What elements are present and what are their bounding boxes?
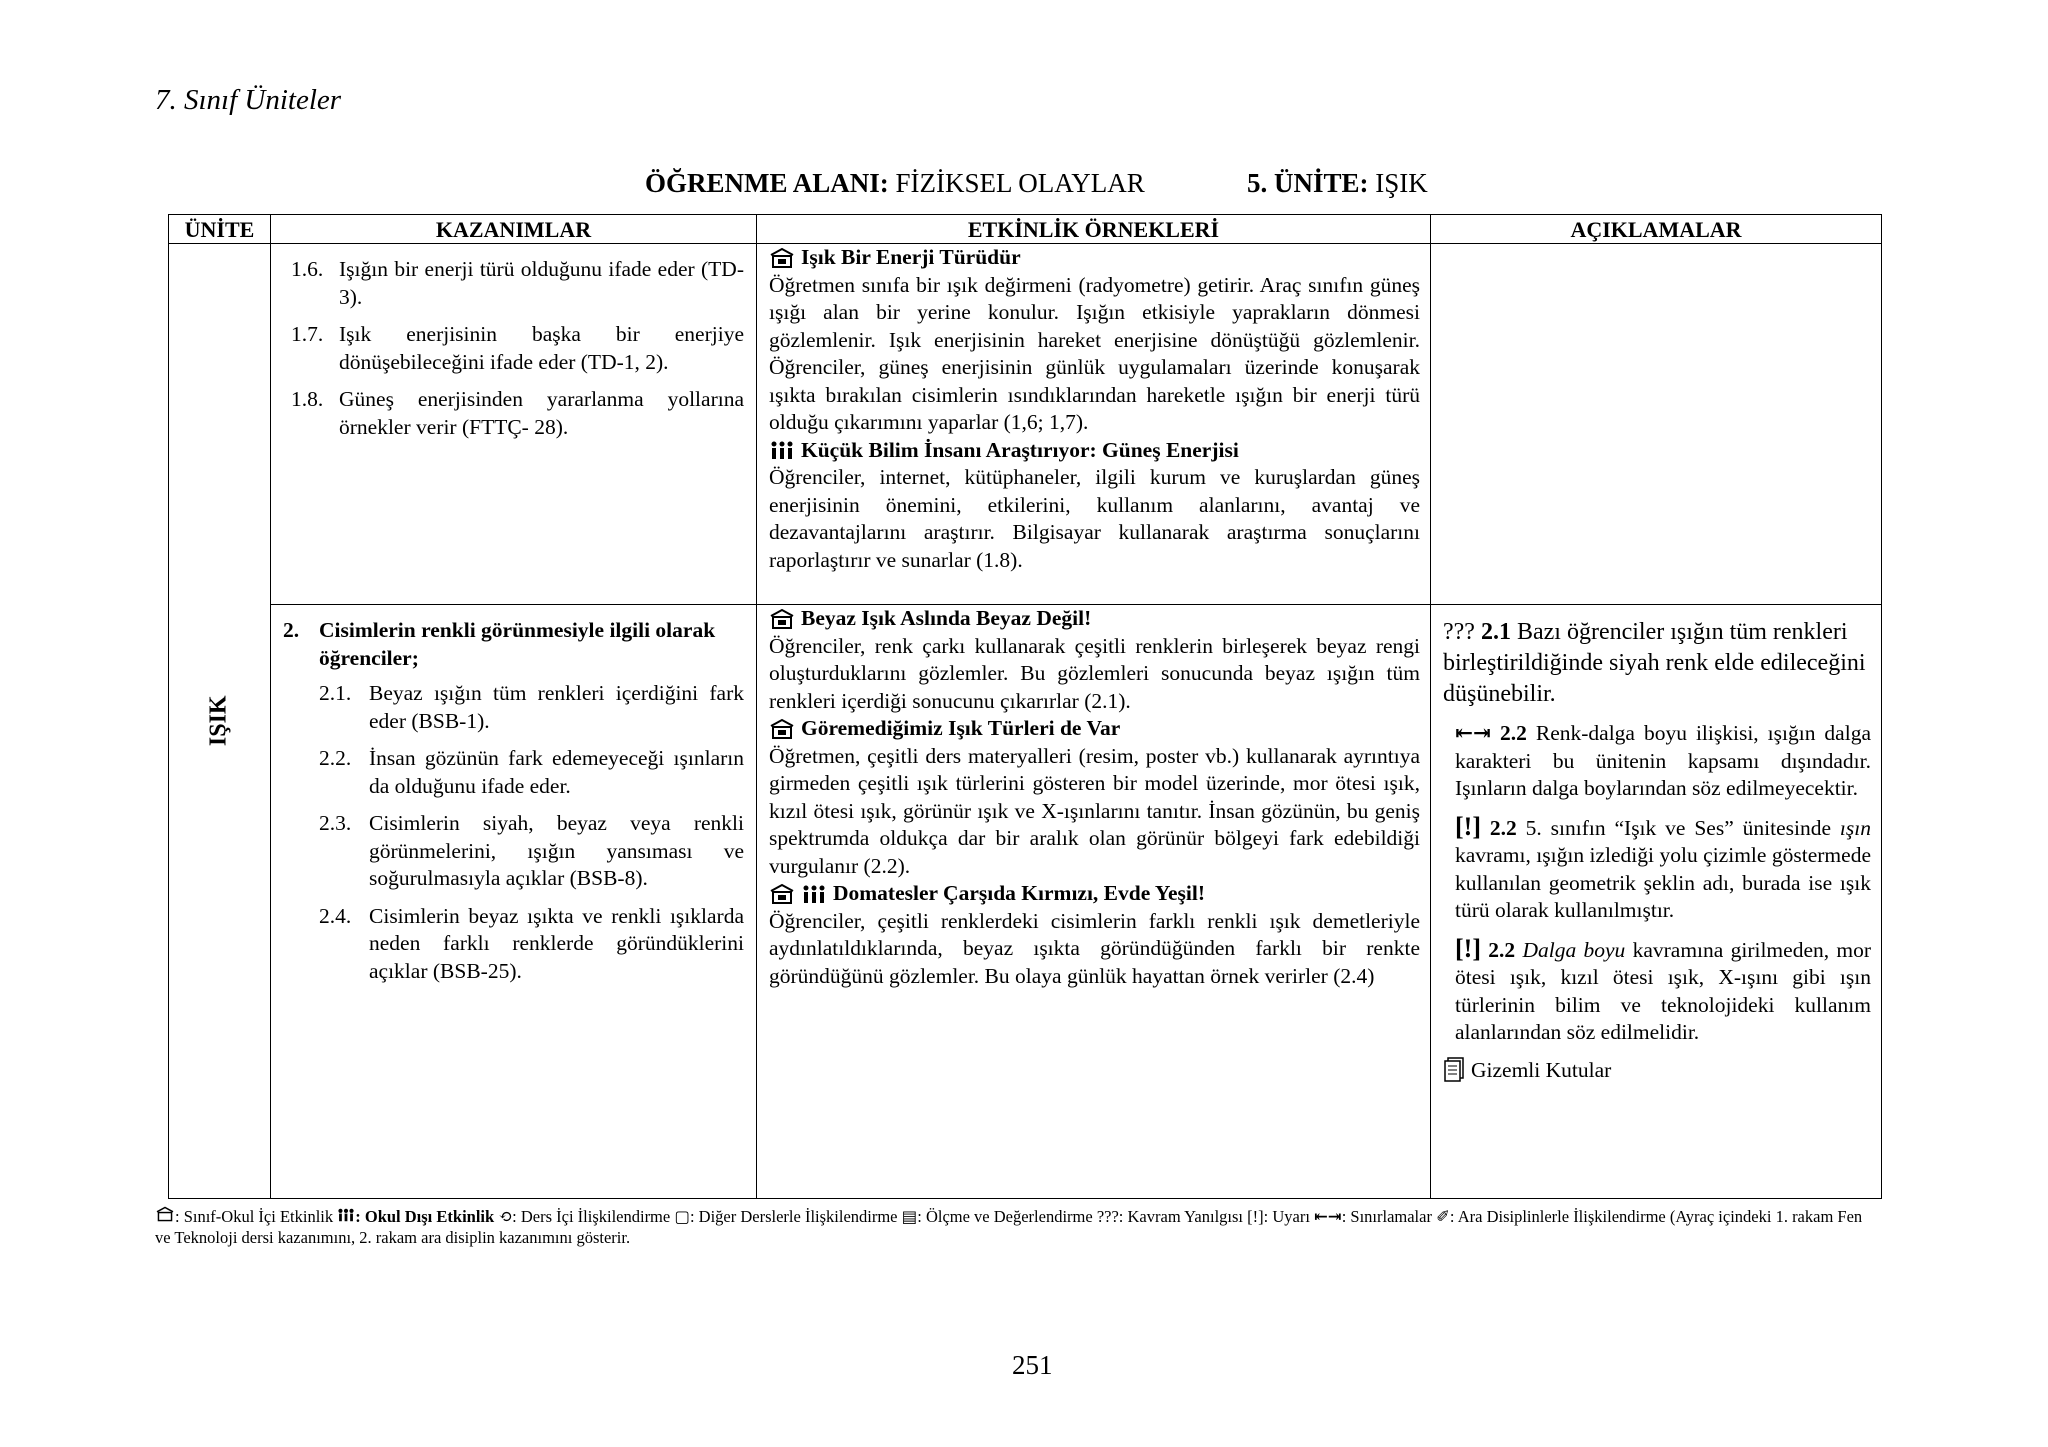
list-item	[283, 903, 744, 986]
kazanimlar-cell	[271, 244, 757, 605]
table-row	[169, 244, 1882, 605]
list-heading: 2. Cisimlerin renkli görünmesiyle ilgili olarak öğrenciler;	[283, 618, 716, 670]
activity-title: Beyaz Işık Aslında Beyaz Değil!	[769, 605, 1420, 633]
list-item	[283, 680, 744, 735]
outdoor-activity-icon	[337, 1208, 355, 1222]
item-text: Cisimlerin beyaz ışıkta ve renkli ışıklarda neden farklı renklerde göründüklerini açıklar (BSB-25).	[369, 903, 744, 983]
item-number: 1.7.	[291, 322, 324, 346]
legend-item: : Ölçme ve Değerlendirme	[917, 1207, 1093, 1226]
classroom-icon	[769, 883, 795, 905]
list-item	[283, 745, 744, 800]
warning-icon: [!]	[1455, 811, 1481, 841]
item-text: Cisimlerin siyah, beyaz veya renkli görünmelerini, ışığın yansıması ve soğurulmasıyla açıklar (BSB-8).	[369, 811, 744, 890]
item-text: Güneş enerjisinden yararlanma yollarına örnekler verir (FTTÇ- 28).	[339, 387, 744, 439]
classroom-icon	[769, 608, 795, 630]
activity-title: Domatesler Çarşıda Kırmızı, Evde Yeşil!	[769, 880, 1420, 908]
interdisciplinary-icon: ✐	[1436, 1207, 1450, 1226]
unit-cell	[169, 244, 271, 1199]
table-header-row	[169, 215, 1882, 244]
unit-name: IŞIK	[205, 695, 232, 747]
legend-item: : Ara Disiplinlerle İlişkilendirme (Ayraç içindeki 1. rakam Fen ve Teknoloji dersi kazanımını, 2. rakam ara disiplin kazanımını gösterir.	[155, 1207, 1863, 1247]
assessment-icon: ▤	[901, 1207, 918, 1226]
classroom-icon	[155, 1206, 175, 1222]
limitation-icon: ⇤⇥	[1314, 1207, 1342, 1226]
warning-icon: [!]	[1455, 933, 1481, 963]
curriculum-table	[168, 214, 1882, 1199]
area-label: ÖĞRENME ALANI:	[645, 168, 889, 198]
item-text: İnsan gözünün fark edemeyeceği ışınların da olduğunu ifade eder.	[369, 746, 744, 798]
item-number: 1.8.	[291, 387, 324, 411]
activity-text: Öğretmen sınıfa bir ışık değirmeni (radyometre) getirir. Araç sınıfın güneş ışığı alan bir yerine konulur. Işığın etkisiyle yaprakların dönmesi gözlemlenir. Işık enerjisinin hareket enerjisine dönüştüğü gözlemlenir. Öğrenciler, güneş enerjisinin günlük uygulamaları üzerinde konuşarak ışıkta bırakılan cisimlerin ısındıklarından hareketle ışığın bir enerji türü olduğu çıkarımını yaparlar (1,6; 1,7).	[769, 272, 1420, 434]
cycle-icon: ⟲	[498, 1207, 513, 1226]
unit-value: IŞIK	[1375, 168, 1428, 198]
col-unit: ÜNİTE	[169, 215, 271, 244]
item-text: Işık enerjisinin başka bir enerjiye dönüşebileceğini ifade eder (TD-1, 2).	[339, 322, 744, 374]
activity-text: Öğretmen, çeşitli ders materyalleri (resim, poster vb.) kullanarak ayrıntıya girmeden çeşitli ışık türlerini gösteren bir model üzerinde, mor ötesi ışık, kızıl ötesi ışık, görünür ışık ve X-ışınlarını tanıtır. İnsan gözünün, bu geniş spektrumda oldukça dar bir aralık olan görünür bölgeyi fark edebildiği vurgulanır (2.2).	[769, 743, 1420, 878]
legend-item: : Sınırlamalar	[1341, 1207, 1432, 1226]
warning-note: [!] 2.2 Dalga boyu kavramına girilmeden, mor ötesi ışık, kızıl ötesi ışık, X-ışını gibi ışın türlerinin bilim ve teknolojideki kullanım alanlarından söz edilmelidir.	[1455, 933, 1872, 1044]
running-head: 7. Sınıf Üniteler	[155, 84, 342, 116]
page-number: 251	[1012, 1350, 1053, 1380]
unit-label: 5. ÜNİTE:	[1247, 168, 1369, 198]
activity-text: Öğrenciler, renk çarkı kullanarak çeşitli renklerin birleşerek beyaz rengi oluşturduklarını gözlemler. Bu gözlemleri sonucunda beyaz ışığın tüm renkleri içerdiği sonucunu çıkarırlar (2.1).	[769, 633, 1420, 713]
misconception-note: ??? 2.1 Bazı öğrenciler ışığın tüm renkleri birleştirildiğinde siyah renk elde edileceğini düşünebilir.	[1443, 619, 1866, 707]
legend-item: : Sınıf-Okul İçi Etkinlik	[175, 1207, 334, 1226]
kazanimlar-cell	[271, 605, 757, 1199]
item-number: 2.1.	[319, 681, 352, 705]
col-etkinlik: ETKİNLİK ÖRNEKLERİ	[757, 215, 1431, 244]
limitation-icon: ⇤⇥	[1455, 721, 1492, 745]
outdoor-activity-icon	[801, 884, 827, 904]
item-number: 2.4.	[319, 903, 352, 928]
classroom-icon	[769, 718, 795, 740]
misconception-icon: ???	[1443, 619, 1475, 645]
limitation-note: ⇤⇥ 2.2 Renk-dalga boyu ilişkisi, ışığın dalga karakteri bu ünitenin kapsamı dışındadır. Işınların dalga boylarından söz edilmeyecektir.	[1455, 721, 1871, 800]
etkinlik-cell	[757, 244, 1431, 605]
unit-title	[1247, 168, 1428, 199]
item-number: 1.6.	[291, 257, 324, 281]
etkinlik-cell	[757, 605, 1431, 1199]
item-text: Işığın bir enerji türü olduğunu ifade eder (TD-3).	[339, 257, 744, 309]
item-number: 2.2.	[319, 746, 352, 770]
outdoor-activity-icon	[769, 440, 795, 460]
legend-item: ???: Kavram Yanılgısı	[1096, 1207, 1244, 1226]
aciklamalar-cell	[1431, 605, 1882, 1199]
area-value: FİZİKSEL OLAYLAR	[895, 168, 1145, 198]
table-row	[169, 605, 1882, 1199]
legend-item: : Okul Dışı Etkinlik	[355, 1207, 495, 1226]
square-icon: ▢	[674, 1207, 690, 1226]
legend-item: [!]: Uyarı	[1247, 1207, 1310, 1226]
legend	[155, 1206, 1875, 1248]
col-kazanimlar: KAZANIMLAR	[271, 215, 757, 244]
list-item	[283, 810, 744, 893]
assessment-icon	[1443, 1057, 1465, 1083]
activity-text: Öğrenciler, internet, kütüphaneler, ilgili kurum ve kuruşlardan güneş enerjisinin önemini, etkilerini, kullanım alanlarını, avantaj ve dezavantajlarını araştırır. Bilgisayar kullanarak araştırma sonuçlarını raporlaştırır ve sunarlar (1.8).	[769, 465, 1420, 572]
activity-title: Küçük Bilim İnsanı Araştırıyor: Güneş Enerjisi	[769, 437, 1420, 465]
list-item	[283, 321, 744, 376]
page-title	[645, 168, 1428, 199]
list-item	[283, 386, 744, 441]
list-item	[283, 256, 744, 311]
warning-note: [!] 2.2 5. sınıfın “Işık ve Ses” ünitesinde ışın kavramı, ışığın izlediği yolu çizimle göstermede kullanılan geometrik şeklin adı, burada ise ışık türü olarak kullanılmıştır.	[1455, 811, 1871, 922]
legend-item: : Ders İçi İlişkilendirme	[512, 1207, 671, 1226]
item-text: Beyaz ışığın tüm renkleri içerdiğini fark eder (BSB-1).	[369, 681, 744, 733]
col-aciklamalar: AÇIKLAMALAR	[1431, 215, 1882, 244]
classroom-icon	[769, 247, 795, 269]
activity-title: Işık Bir Enerji Türüdür	[769, 244, 1420, 272]
aciklamalar-cell	[1431, 244, 1882, 605]
assessment-note: Gizemli Kutular	[1443, 1057, 1871, 1085]
legend-item: : Diğer Derslerle İlişkilendirme	[689, 1207, 898, 1226]
item-number: 2.3.	[319, 811, 352, 835]
activity-title: Göremediğimiz Işık Türleri de Var	[769, 715, 1420, 743]
activity-text: Öğrenciler, çeşitli renklerdeki cisimlerin farklı renkli ışık demetleriyle aydınlatıldıklarında, beyaz ışıkta göründüğünden farklı bir renkte göründüğünü gözlemler. Bu olaya günlük hayattan örnek verirler (2.4)	[769, 908, 1420, 988]
